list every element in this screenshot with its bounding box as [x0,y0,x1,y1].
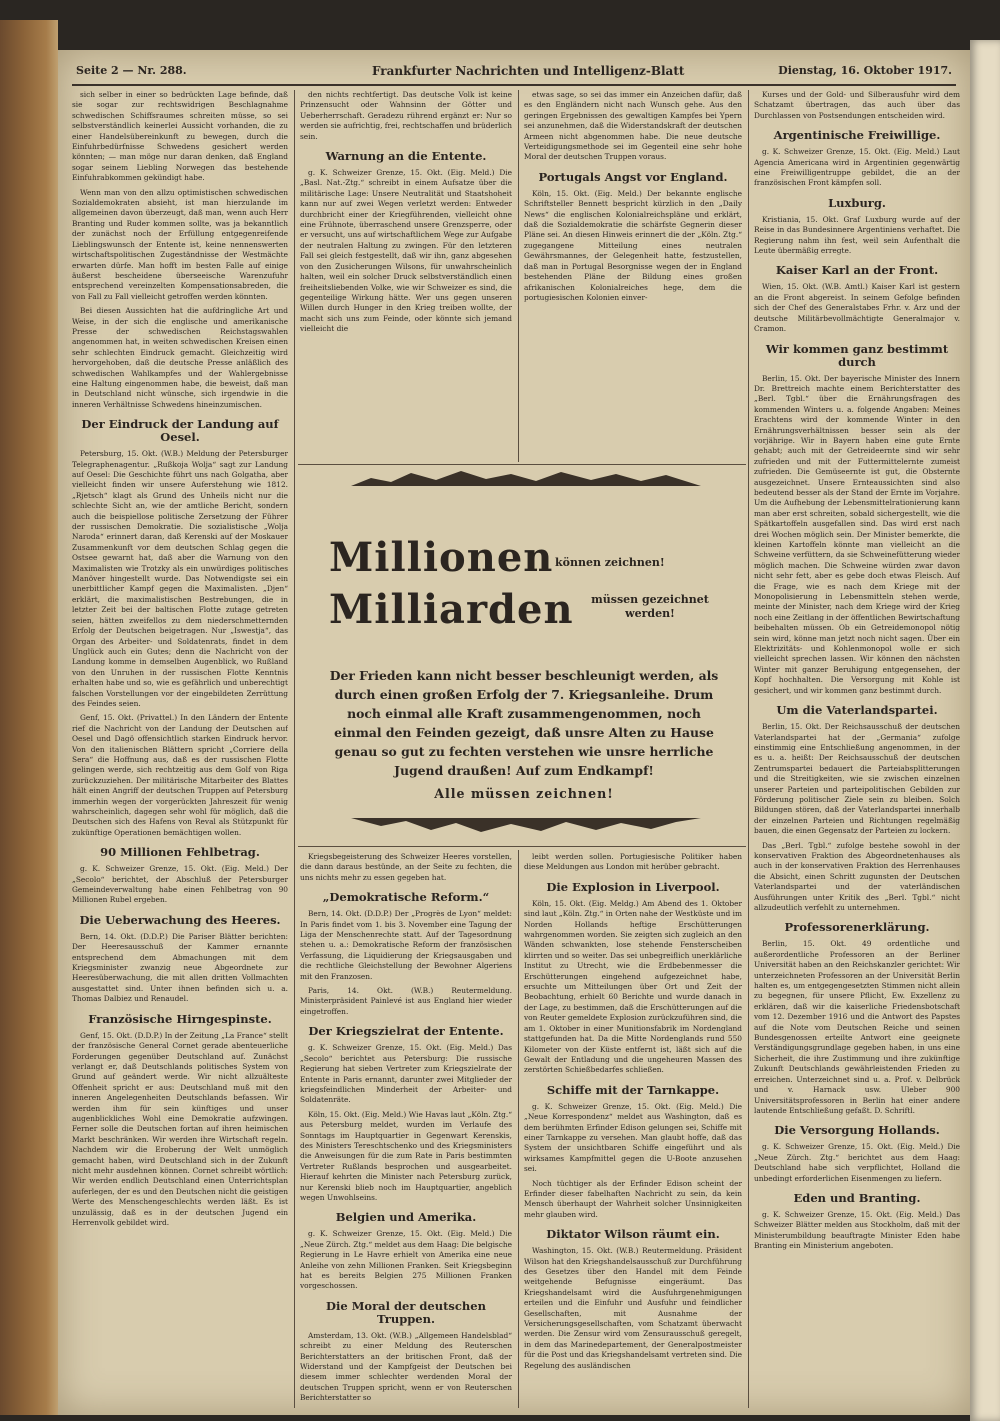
subline-muessen-gezeichnet: müssen gezeichnet werden! [591,593,709,620]
mountain-ornament-top [351,468,701,486]
article-paragraph: g. K. Schweizer Grenze, 15. Okt. (Eig. Meld.) Das Schweizer Blätter melden aus Stockholm, daß mit der Ministerumbildung beauftragte Minister Eden habe Branting ein Ministerium angeboten. [754,1209,960,1251]
article-paragraph: Wien, 15. Okt. (W.B. Amtl.) Kaiser Karl ist gestern an die Front abgereist. In seinem Gefolge befinden sich der Chef des Generalstabes Frhr. v. Arz und der deutsche Militärbevollmächtigte Generalmajor v. Cramon. [754,282,960,334]
article-paragraph: Berlin, 15. Okt. Der bayerische Minister des Innern Dr. Brettreich machte einem Berichterstatter des „Berl. Tgbl.“ über die Ernährungsfragen des kommenden Winters u. a. folgende Angaben: Meines Erachtens wird der kommende Winter in den Ernährungsverhältnissen besser sein als der vorjährige. Wir in Bayern haben eine gute Ernte gehabt; auch mit der Getreideernte sind wir sehr zufrieden und mit der Futtermittelernte zumeist zufrieden. Die Gemüseernte ist gut, die Obsternte ausgezeichnet. Unsere Ernteaussichten sind also bedeutend besser als der Stand der Ernte im Vorjahre. Um die Aufhebung der Lebensmittelrationierung kann man aber erst schreiten, sobald sichergestellt, wie die Spätkartoffeln ausgefallen sind. Das wird erst nach drei Wochen möglich sein. Der Minister bemerkte, die kleinen Kartoffeln könnte man vielleicht an die Schweine verfüttern, da sie Schweinefütterung wieder möglich machen. Die Schweine würden zwar davon nicht sehr fett, aber es gebe doch etwas Fleisch. Auf die Frage, wie es nach dem Kriege mit der Monopolisierung in Lebensmitteln stehen werde, meinte der Minister, nach dem Kriege wird der Krieg noch eine Zeitlang in der öffentlichen Bewirtschaftung beibehalten müssen. Ob ein Getreidemonopol nötig sein wird, könne man jetzt noch nicht sagen. Über ein Elektrizitäts- und Kohlenmonopol wolle er sich vielleicht sprechen lassen. Wir können den nächsten Winter mit ganzer Beruhigung entgegensehen, der Kopf hochhalten. Die Versorgung mit Kohle ist gesichert, und wir kommen ganz bestimmt durch. [754,373,960,695]
article-paragraph: Noch tüchtiger als der Erfinder Edison scheint der Erfinder dieser fabelhaften Nachricht zu sein, da kein Mensch überhaupt der Wahrheit solcher Unsinnigkeiten mehr glauben wird. [524,1178,742,1219]
article-paragraph: leibt werden sollen. Portugiesische Politiker haben diese Meldungen aus London mit herüber gebracht. [524,852,742,872]
article-heading: Kaiser Karl an der Front. [775,263,939,278]
article-heading: „Demokratische Reform.“ [322,890,490,905]
article-heading: Professorenerklärung. [784,920,930,935]
article-heading: Französische Hirngespinste. [88,1011,272,1026]
next-page-edge [970,40,1000,1421]
newspaper-page [58,50,970,1415]
book-binding [0,20,58,1415]
headline-milliarden: Milliarden [329,586,574,633]
article-paragraph: g. K. Schweizer Grenze, 15. Okt. (Eig. Meld.) Laut Agencia Americana wird in Argentinien gegenwärtig eine Freiwilligentruppe gebildet, die an der französischen Front kämpfen soll. [754,147,960,188]
article-paragraph: g. K. Schweizer Grenze, 15. Okt. (Eig. Meld.) Der „Secolo“ berichtet, der Abschluß der Petersburger Gemeindeverwaltung habe einen Fehlbetrag von 90 Millionen Rubel ergeben. [72,864,288,905]
article-paragraph: g. K. Schweizer Grenze, 15. Okt. (Eig. Meld.) Die „Neue Zürch. Ztg.“ berichtet aus dem Haag: Deutschland habe sich verpflichtet, Holland die unbedingt erforderlichen Eisenmengen zu liefern. [754,1142,960,1183]
article-paragraph: Genf, 15. Okt. (Privattel.) In den Ländern der Entente rief die Nachricht von der Landung der Deutschen auf Oesel und Dagö offensichtlich starken Eindruck hervor. Von den italienischen Blättern spricht „Corriere della Sera“ die Hoffnung aus, daß es der russischen Flotte gelingen werde, sich rechtzeitig aus dem Golf von Riga zurückzuziehen. Der militärische Mitarbeiter des Blattes hält einen Angriff der deutschen Truppen auf Petersburg immerhin wegen der vorgerückten Jahreszeit für wenig wahrscheinlich, dagegen sehr wohl für möglich, daß die Deutschen sich des Hafens von Reval als Stützpunkt für zukünftige Operationen bemächtigen wollen. [72,713,288,837]
subline-koennen-zeichnen: können zeichnen! [555,556,665,569]
article-paragraph: g. K. Schweizer Grenze, 15. Okt. (Eig. Meld.) Die „Neue Korrespondenz“ meldet aus Washington, daß es dem berühmten Erfinder Edison gelungen sei, Schiffe mit einer Tarnkappe zu versehen. Man glaubt hoffe, daß das System der unsichtbaren Schiffe eingeführt und als wirksames Kampfmittel gegen die U-Boote anzusehen sei. [524,1101,742,1174]
headline-millionen: Millionen [329,534,554,581]
article-heading: Die Versorgung Hollands. [774,1123,940,1138]
article-paragraph: Washington, 15. Okt. (W.B.) Reutermeldung. Präsident Wilson hat den Kriegshandelsausschuß zur Durchführung des Gesetzes über den Handel mit dem Feinde weitgehende Befugnisse eingeräumt. Das Kriegshandelsamt wird die Ausfuhrgenehmigungen erteilen und die Einfuhr und Ausfuhr und feindlicher Gesellschaften, mit Ausnahme der Versicherungsgesellschaften, vom Schatzamt überwacht werden. Die Zensur wird vom Zensurausschuß geregelt, in dem das Marinedepartement, der Generalpostmeister für die Post und das Kriegshandelsamt vertreten sind. Die Regelung des ausländischen [524,1246,742,1370]
article-heading: Belgien und Amerika. [335,1210,477,1225]
article-paragraph: Kurses und der Gold- und Silberausfuhr wird dem Schatzamt übertragen, das auch über das Durchlassen von Postsendungen entscheiden wird. [754,90,960,120]
header-masthead: Frankfurter Nachrichten und Intelligenz-Blatt [372,64,685,78]
article-heading: 90 Millionen Fehlbetrag. [100,845,260,860]
article-paragraph: Bern, 14. Okt. (D.D.P.) Der „Progrès de Lyon“ meldet: In Paris findet vom 1. bis 3. November eine Tagung der Liga der Menschenrechte statt. Auf der Tagesordnung stehen u. a.: Demokratische Reform der französischen Verfassung, die Liquidierung der Kriegsausgaben und die rechtliche Gleichstellung der Bewohner Algeriens mit den Franzosen. [300,909,512,981]
advertisement-body: Der Frieden kann nicht besser beschleunigt werden, als durch einen großen Erfolg der 7. Kriegsanleihe. Drum noch einmal alle Kraft zusammengenommen, noch einmal den Feinden gezeigt, daß unsre Alten zu Hause genau so gut zu fechten verstehen wie unsre herrliche Jugend draußen! Auf zum Endkampf! [329,668,719,778]
article-heading: Der Kriegszielrat der Entente. [308,1024,504,1039]
page-header [72,58,956,86]
article-paragraph: Bei diesen Aussichten hat die aufdringliche Art und Weise, in der sich die englische und amerikanische Presse der schwedischen Reichstagswahlen angenommen hat, in weiten schwedischen Kreisen einen sehr schlechten Eindruck gemacht. Gleichzeitig wird hervorgehoben, daß die deutsche Presse anläßlich des schwedischen Wahlkampfes und der Wahlergebnisse eine Haltung eingenommen habe, die beweist, daß man in Deutschland nicht wünsche, sich irgendwie in die inneren Verhältnisse Schwedens hineinzumischen. [72,306,288,409]
ad-bottom-rule [298,846,746,847]
article-paragraph: Bern, 14. Okt. (D.D.P.) Die Pariser Blätter berichten: Der Heeresausschuß der Kammer ernannte entsprechend dem Abmachungen mit dem Kriegsminister zwanzig neue Abgeordnete zur Heeresüberwachung, die mit allen dritten Vollmachten ausgestattet sind. Unter ihnen befinden sich u. a. Thomas Dalbiez und Renaudel. [72,931,288,1004]
article-heading: Wir kommen ganz bestimmt durch [765,341,949,369]
article-heading: Schiffe mit der Tarnkappe. [546,1082,720,1097]
article-paragraph: Kristiania, 15. Okt. Graf Luxburg wurde auf der Reise in das Bundesinnere Argentiniens verhaftet. Die Regierung nahm ihn fest, weil sein Aufenthalt die Leute übermäßig erregte. [754,214,960,256]
column-rule [518,850,519,1408]
article-paragraph: Köln, 15. Okt. (Eig. Meldg.) Am Abend des 1. Oktober sind laut „Köln. Ztg.“ in Orten nahe der Westküste und im Norden Hollands heftige Erschütterungen wahrgenommen worden. Sie zeigten sich zugleich an den Wänden schwankten, lose stehende Fensterscheiben klirrten und so weiter. Das sei unbegreiflich unerklärliche Institut zu Utrecht, wie die Erdbebenmesser die Erschütterungen eingehend aufgezeichnet habe, ersuchte um Mitteilungen über Ort und Zeit der Beobachtung, erhielt 60 Berichte und wurde danach in der Lage, zu bestimmen, daß die Erschütterungen auf die von Reuter gemeldete Explosion zurückzuführen sind, die am 1. Oktober in einer Munitionsfabrik im Nordengland stattgefunden hat. Da die Mitte Nordenglands rund 550 Kilometer von der Küste entfernt ist, läßt sich auf die Gewalt der Entladung und die ungeheuren Massen des zerstörten Schießbedarfes schließen. [524,898,742,1075]
mountain-ornament-bottom [351,818,701,836]
article-paragraph: Wenn man von den allzu optimistischen schwedischen Sozialdemokraten absieht, ist man hierzulande im allgemeinen davon überzeugt, daß man, wenn auch Herr Branting und Ruder kommen sollte, was ja bekanntlich der zunächst noch der Erfüllung entgegenreifende Lieblingswunsch der Entente ist, keine nennenswerten wirtschaftspolitischen Zugeständnisse der Westmächte erwarten dürfe. Man hofft im besten Falle auf einige äußerst bescheidene überseeische Warenzufuhr entsprechend vereinzelten Kompensationsabreden, die von Fall zu Fall vielleicht getroffen werden könnten. [72,187,288,301]
article-paragraph: Berlin, 15. Okt. 49 ordentliche und außerordentliche Professoren an der Berliner Universität haben an den Reichskanzler gerichtet: Wir unterzeichneten Professoren an der Universität Berlin halten es, um entgegengesetzten Stimmen nicht allein zu begegnen, für unsere Pflicht, Ew. Exzellenz zu erklären, daß wir die kaiserliche Friedensbotschaft vom 12. Dezember 1916 und die Antwort des Papstes auf die Note vom Deutschen Reiche und seinen Bundesgenossen erteilte Antwort eine geeignete Verständigungsgrundlage gegeben haben, in uns eine Sicherheit, die ihre Zustimmung und ihre zukünftige Zukunft Deutschlands gewährleistenden Frieden zu erreichen. Unterzeichnet sind u. a. Prof. v. Delbrück und v. Harnack usw. Uleber 900 Universitätsprofessoren in Berlin hat einer andere lautende Entschließung gefaßt. D. Schriftl. [754,939,960,1115]
article-heading: Diktator Wilson räumt ein. [546,1227,720,1242]
column-2-bottom [300,852,512,1408]
article-paragraph: g. K. Schweizer Grenze, 15. Okt. (Eig. Meld.) Die „Neue Zürch. Ztg.“ meldet aus dem Haag: Die belgische Regierung in Le Havre erhielt von Amerika eine neue Anleihe von zehn Millionen Franken. Seit Kriegsbeginn hat es bereits Belgien 275 Millionen Franken vorgeschossen. [300,1229,512,1291]
article-paragraph: Kriegsbegeisterung des Schweizer Heeres vorstellen, die dann daraus bestünde, an der Seite zu fechten, die uns nichts mehr zu essen gegeben hat. [300,852,512,882]
column-rule [294,90,295,1408]
column-3-top [524,90,742,460]
article-paragraph: sich selber in einer so bedrückten Lage befinde, daß sie sogar zur rechtswidrigen Beschlagnahme schwedischen Schiffsraumes schreiten müsse, so sei selbstverständlich keinerlei Aussicht vorhanden, die zu einer Handelsübereinkunft zu bewegen, durch die Einfuhrbedürfnisse Schwedens gesichert werden könnten; — man möge nur daran denken, daß England sogar seinem Liebling Norwegen das bestehende Einfuhrabkommen gekündigt habe. [72,90,288,183]
article-paragraph: Amsterdam, 13. Okt. (W.B.) „Allgemeen Handelsblad“ schreibt zu einer Meldung des Reuterschen Berichterstatters an der britischen Front, daß der Widerstand und der Kampfgeist der Deutschen bei diesem immer schlechter werdenden Moral der deutschen Truppen spricht, wenn er von Reuterschen Berichterstatter so [300,1330,512,1403]
article-paragraph: Das „Berl. Tgbl.“ zufolge bestehe sowohl in der konservativen Fraktion des Abgeordnetenhauses als auch in der konservativen Fraktion des Herrenhauses die Absicht, einen Schritt zugunsten der Deutschen Vaterlandspartei und der vaterländischen Ausführungen unter Kritik des „Berl. Tgbl.“ nicht allzudeutlich verfehlt zu unternehmen. [754,840,960,912]
column-4 [754,90,960,1408]
article-paragraph: Paris, 14. Okt. (W.B.) Reutermeldung. Ministerpräsident Painlevé ist aus England hier wieder eingetroffen. [300,986,512,1016]
article-paragraph: Genf, 15. Okt. (D.D.P.) In der Zeitung „La France“ stellt der französische General Cornet gerade abenteuerliche Forderungen gegenüber Deutschland auf. Zunächst verlangt er, daß Deutschlands politisches System von Grund auf geändert werde. Wir nicht allzuälteste Offenheit spricht er aus: Deutschland muß mit den inneren Angelegenheiten Deutschlands befassen. Wir werden ihm für sein künftiges und unser augenblickliches Wohl eine Demokratie aufzwingen. Ferner solle die Deutschen fortan auf ihren heimischen Markt beschränken. Wir werden ihre Wirtschaft regeln. Nachdem wir die Eroberung der Welt unmöglich gemacht haben, wird Deutschland sich in der Zukunft nicht mehr ausdehnen können. Cornet schreibt wörtlich: Wir werden endlich Deutschland einen Unterrichtsplan auferlegen, der es und den Deutschen nicht die geistigen Werte des Menschengeschlechts werden läßt. Es ist unzulässig, daß es in der deutschen Jugend ein Herrenvolk gebildet wird. [72,1030,288,1227]
article-paragraph: g. K. Schweizer Grenze, 15. Okt. (Eig. Meld.) Das „Secolo“ berichtet aus Petersburg: Die russische Regierung hat sieben Vertreter zum Kriegszielrate der Entente in Paris ernannt, darunter zwei Mitglieder der kriegsfeindlichen Minderheit der Arbeiter- und Soldatenräte. [300,1043,512,1105]
advertisement-slogan: Alle müssen zeichnen! [434,786,614,801]
article-paragraph: den nichts rechtfertigt. Das deutsche Volk ist keine Prinzensucht oder Wahnsinn der Götter und Ueberherrschaft. Geradezu rührend ergänzt er: Nur so werden sie aufrichtig, frei, rechtschaffen und brüderlich sein. [300,90,512,141]
article-paragraph: Köln, 15. Okt. (Eig. Meld.) Wie Havas laut „Köln. Ztg.“ aus Petersburg meldet, wurden im Verlaufe des Sonntags im Hauptquartier in Gegenwart Kerenskis, des Ministers Tereschtschenko und des Kriegsministers die Anweisungen für die zum Rate in Paris bestimmten Vertreter Rußlands besprochen und ausgearbeitet. Hierauf kehrten die Minister nach Petersburg zurück, nur Kerenski blieb noch im Hauptquartier, angeblich wegen Unwohlseins. [300,1109,512,1202]
article-paragraph: etwas sage, so sei das immer ein Anzeichen dafür, daß es den Engländern nicht nach Wunsch gehe. Aus den geringen Ergebnissen des gewaltigen Kampfes bei Ypern sei anzunehmen, daß die Widerstandskraft der deutschen Armeen nicht abgenommen habe. Die neue deutsche Verteidigungsmethode sei im Gegenteil eine sehr hohe Moral der deutschen Truppen voraus. [524,90,742,162]
ad-top-rule [298,464,746,465]
article-heading: Die Moral der deutschen Truppen. [326,1298,486,1326]
column-2-top [300,90,512,460]
article-paragraph: Petersburg, 15. Okt. (W.B.) Meldung der Petersburger Telegraphenagentur. „Rußkoja Wolja“ sagt zur Landung auf Oesel: Die Geschichte führt uns nach Golgatha, aber vielleicht finden wir unsere Auferstehung wie 1812. „Rjetsch“ klagt als Grund des Unheils nicht nur die schlechte Sicht an, wie der amtliche Bericht, sondern auch die beispiellose politische Zersetzung der Führer der russischen Demokratie. Die sozialistische „Wolja Naroda“ erinnert daran, daß Kerenski auf der Moskauer Zusammenkunft vor dem deutschen Schlag gegen die Ostsee gewarnt hat, daß aber die Warnung von den Maximalisten wie Trotzky als ein unwürdiges politisches Manöver hingestellt wurde. Das Notwendigste sei ein unerbittlicher Kampf gegen die Maximalisten. „Djen“ erklärt, die maximalistischen Bestrebungen, die in letzter Zeit bei der baltischen Flotte zutage getreten seien, hätten zweifellos zu dem niederschmetternden Erfolg der Deutschen beigetragen. Nur „Iswestja“, das Organ des Arbeiter- und Soldatenrats, findet in dem Unglück auch ein Gutes; denn die Nachricht von der Landung komme in demselben Augenblick, wo Rußland von den Unruhen in der russischen Flotte Kenntnis erhalten habe und so, wie es gefährlich und unberechtigt falschen Vorstellungen vor der eingebildeten Zerrüttung des Feindes seien. [72,449,288,708]
column-3-bottom [524,852,742,1408]
header-date: Dienstag, 16. Oktober 1917. [778,64,952,77]
column-1 [72,90,288,1408]
article-paragraph: Berlin, 15. Okt. Der Reichsausschuß der deutschen Vaterlandspartei hat der „Germania“ zufolge einstimmig eine Entschließung angenommen, in der es u. a. heißt: Der Reichsausschuß der deutschen Zentrumspartei bedauert die Parteiabsplitterungen und die Streitigkeiten, wie sie zwischen einzelnen unserer Parteien und parteipolitischen Gebilden zur Förderung politischer Ziele sein zu bleiben. Solch Bildungen stören, daß der Vaterlandspartei innerhalb der einzelnen Parteien und Richtungen regelmäßig bauen, die einen Gegensatz der Parteien zu lockern. [754,722,960,836]
article-heading: Portugals Angst vor England. [538,169,728,184]
article-paragraph: g. K. Schweizer Grenze, 15. Okt. (Eig. Meld.) Die „Basl. Nat.-Ztg.“ schreibt in einem Aufsatze über die militärische Lage: Unsere Neutralität und Staatshoheit kann nur auf zwei Wegen verletzt werden: Entweder durchbricht einer der Kriegführenden, vielleicht ohne eine Frühnote, überraschend unsere Grenzsperre, oder er versucht, uns auf wirtschaftlichem Wege zur Aufgabe der neutralen Haltung zu zwingen. Für den letzteren Fall sei gleich festgestellt, daß wir ihn, ganz abgesehen von den Zusicherungen Wilsons, für unwahrscheinlich halten, weil ein solcher Druck selbstverständlich einen freiheitsliebenden Volke, wie wir Schweizer es sind, die gegenteilige Wirkung hätte. Wer uns gegen unseren Willen durch Hunger in den Krieg treiben wollte, der macht sich uns zum Feinde, oder könnte sich jemand vielleicht die [300,168,512,334]
article-heading: Warnung an die Entente. [325,149,487,164]
article-heading: Argentinische Freiwillige. [773,128,941,143]
article-heading: Luxburg. [828,195,886,210]
article-heading: Um die Vaterlandspartei. [776,703,938,718]
article-heading: Eden und Branting. [793,1190,921,1205]
header-page-number: Seite 2 — Nr. 288. [76,64,187,77]
column-rule [518,90,519,462]
article-heading: Die Ueberwachung des Heeres. [79,912,281,927]
war-loan-advertisement [305,468,743,843]
article-paragraph: Köln, 15. Okt. (Eig. Meld.) Der bekannte englische Schriftsteller Bennett bespricht kürzlich in den „Daily News“ die englischen Kolonialreichspläne und erklärt, daß die Sozialdemokratie die schärfste Gegnerin dieser Pläne sei. An diesen Hinweis erinnert die der „Köln. Ztg.“ zugegangene Mitteilung eines neutralen Gewährsmannes, der Gelegenheit hatte, festzustellen, daß man in Portugal Besorgnisse wegen der in England bestehenden Pläne der Bildung eines großen afrikanischen Kolonialreiches hege, dem die portugiesischen Kolonien einver- [524,188,742,302]
article-heading: Die Explosion in Liverpool. [546,879,720,894]
article-heading: Der Eindruck der Landung auf Oesel. [81,417,279,445]
column-rule [748,90,749,1408]
